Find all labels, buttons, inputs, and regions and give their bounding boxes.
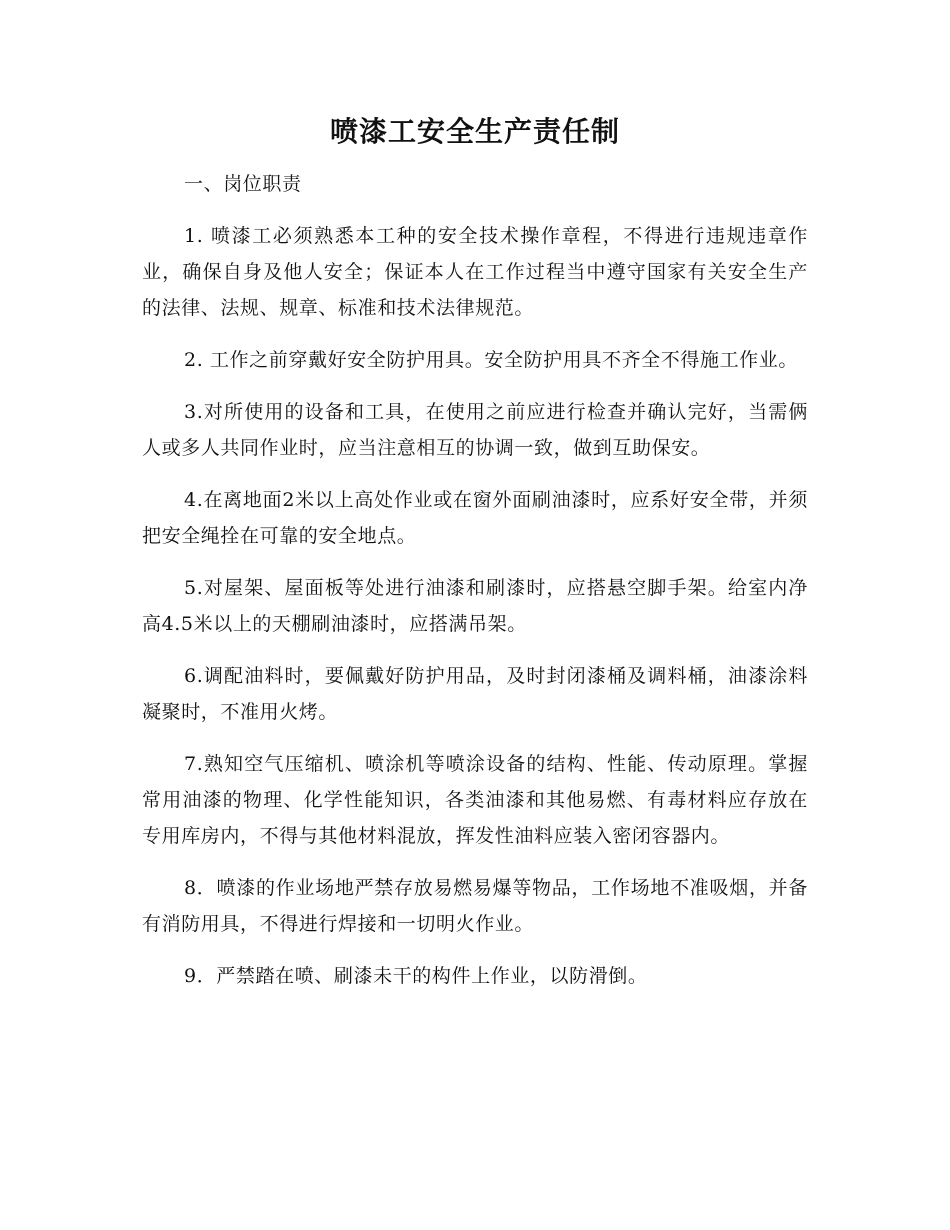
duty-item-7: 7.熟知空气压缩机、喷涂机等喷涂设备的结构、性能、传动原理。掌握常用油漆的物理、化学性能知识，各类油漆和其他易燃、有毒材料应存放在专用库房内，不得与其他材料混放，挥发性油料应装入密闭容器内。 [142, 753, 808, 847]
duty-item-8: 8．喷漆的作业场地严禁存放易燃易爆等物品，工作场地不准吸烟，并备有消防用具，不得进行焊接和一切明火作业。 [142, 877, 808, 935]
duty-item-9: 9．严禁踏在喷、刷漆未干的构件上作业，以防滑倒。 [184, 965, 648, 987]
document-title: 喷漆工安全生产责任制 [329, 115, 620, 148]
section-heading: 一、岗位职责 [184, 173, 302, 195]
document-body [142, 166, 808, 1010]
duty-item-5: 5.对屋架、屋面板等处进行油漆和刷漆时，应搭悬空脚手架。给室内净高4.5米以上的天棚刷油漆时，应搭满吊架。 [142, 577, 808, 635]
duty-item-1: 1. 喷漆工必须熟悉本工种的安全技术操作章程，不得进行违规违章作业，确保自身及他人安全；保证本人在工作过程当中遵守国家有关安全生产的法律、法规、规章、标准和技术法律规范。 [142, 225, 808, 319]
duty-item-6: 6.调配油料时，要佩戴好防护用品，及时封闭漆桶及调料桶，油漆涂料凝聚时，不准用火烤。 [142, 665, 808, 723]
duty-item-2: 2. 工作之前穿戴好安全防护用具。安全防护用具不齐全不得施工作业。 [184, 349, 798, 371]
duty-item-3: 3.对所使用的设备和工具，在使用之前应进行检查并确认完好，当需俩人或多人共同作业时，应当注意相互的协调一致，做到互助保安。 [142, 401, 808, 459]
duty-item-4: 4.在离地面2米以上高处作业或在窗外面刷油漆时，应系好安全带，并须把安全绳拴在可靠的安全地点。 [142, 489, 808, 547]
